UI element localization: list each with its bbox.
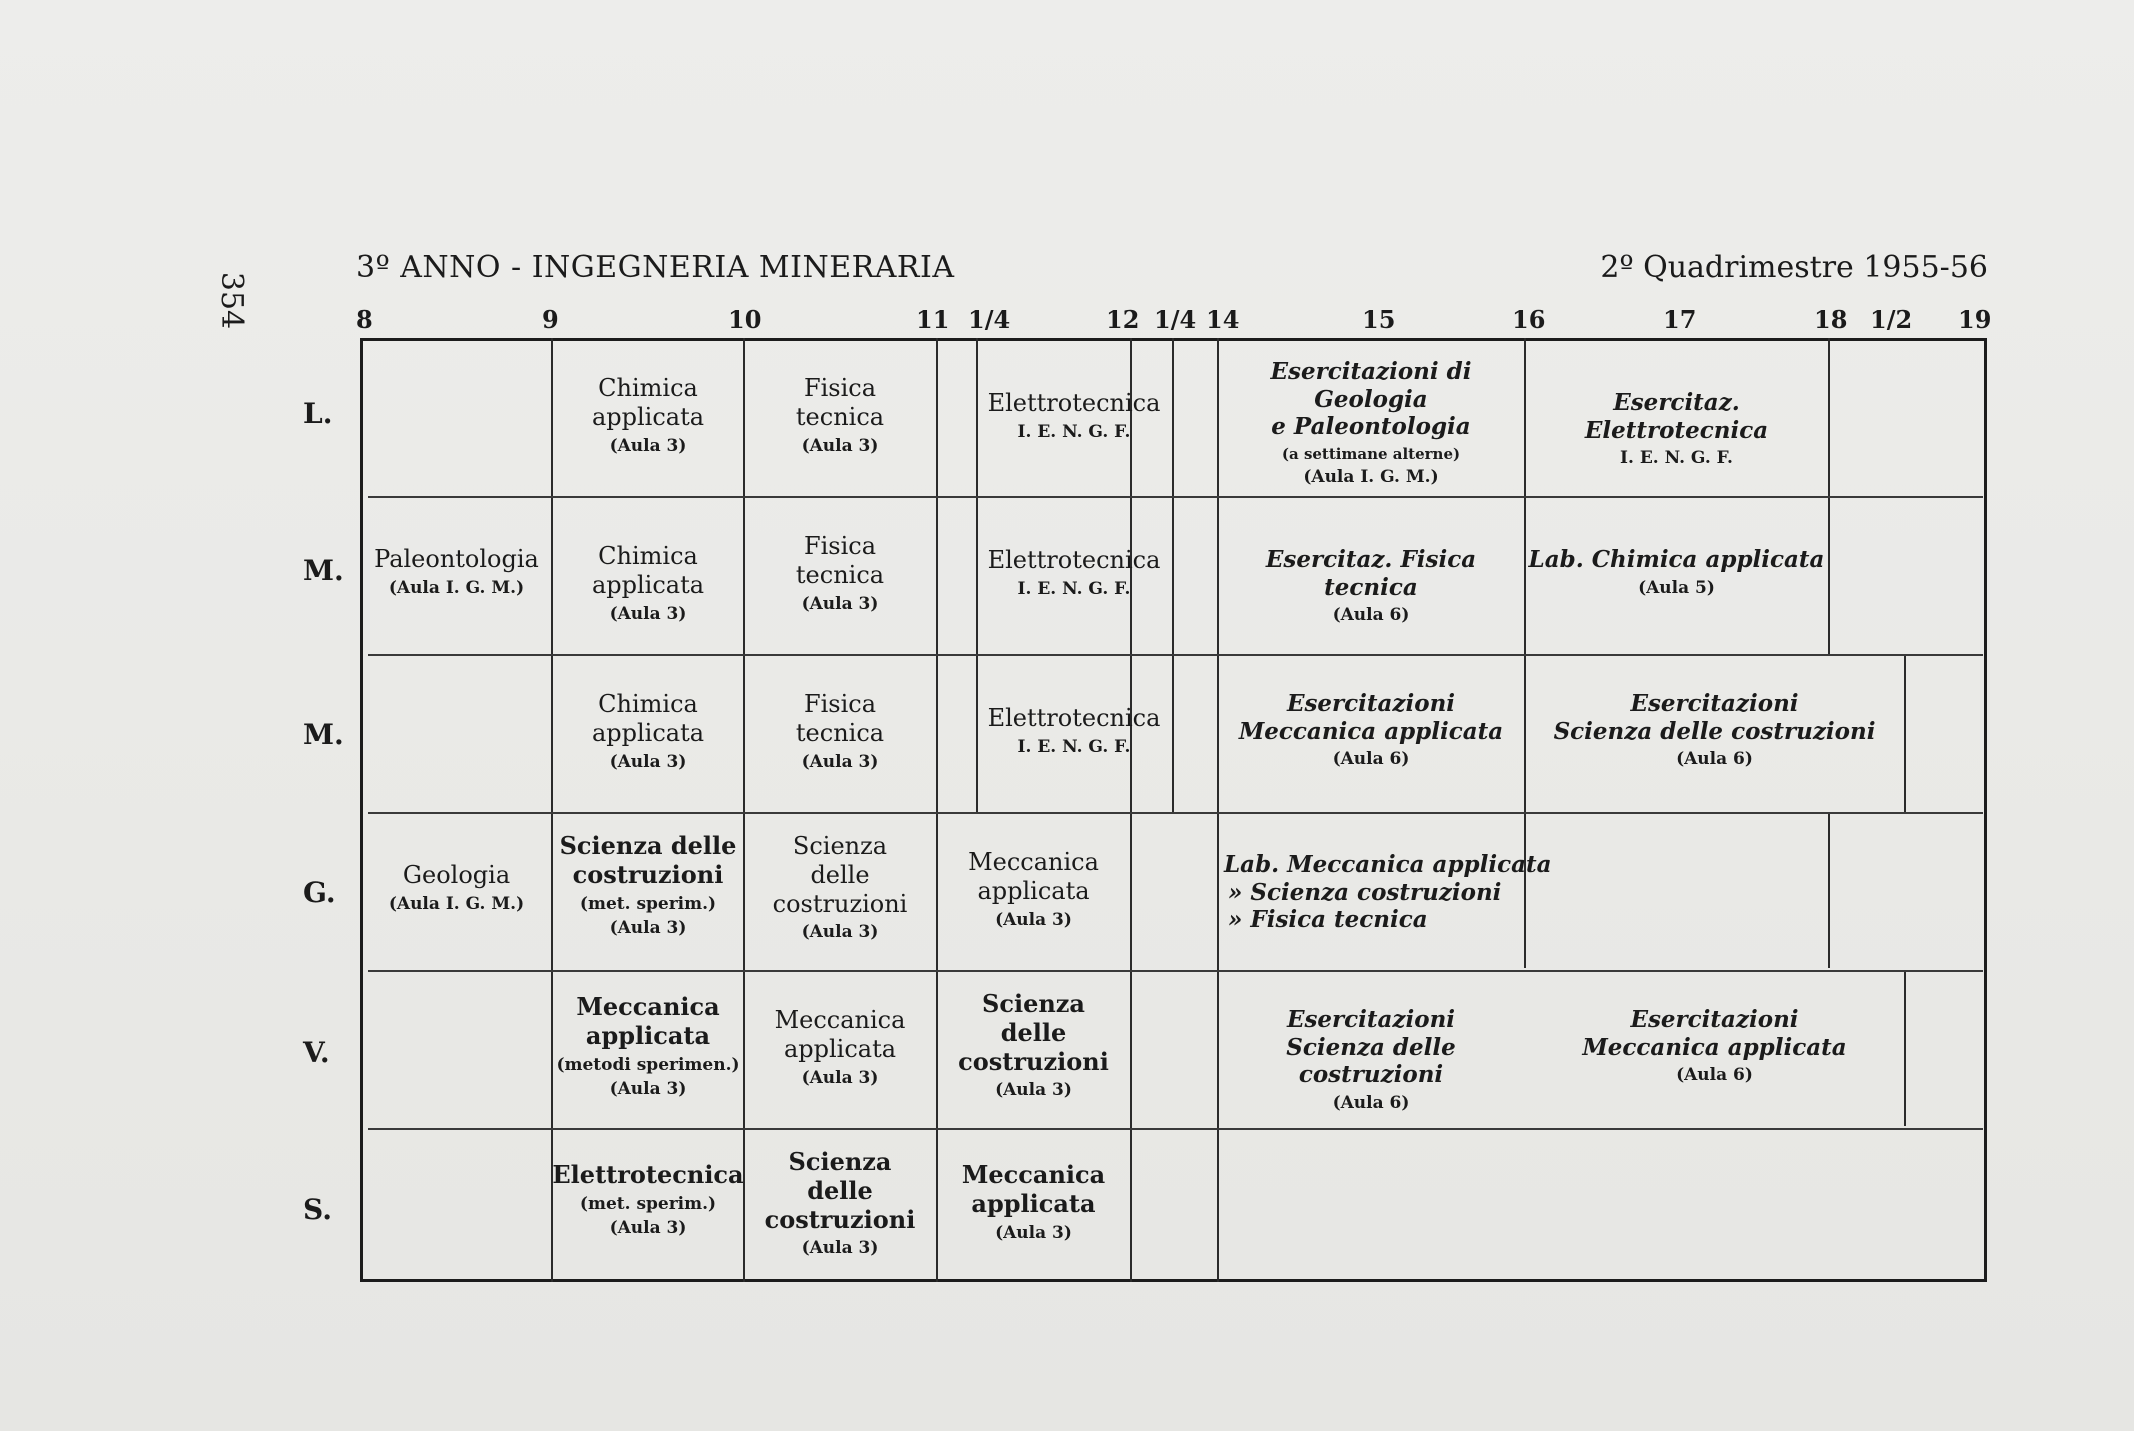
subject: Geologia	[402, 861, 511, 889]
page-title: 3º ANNO - INGEGNERIA MINERARIA	[356, 250, 955, 285]
subject: applicata	[783, 1034, 897, 1063]
room: (Aula I. G. M.)	[388, 577, 525, 598]
lesson-cell	[976, 704, 1172, 757]
room: (Aula 5)	[1638, 577, 1715, 598]
subject: applicata	[971, 1188, 1096, 1218]
day-label: L.	[303, 397, 333, 430]
lesson-cell	[1525, 690, 1904, 770]
subject: Meccanica	[968, 848, 1099, 876]
lesson-cell	[1218, 546, 1524, 626]
lesson-cell	[976, 546, 1172, 599]
room: (Aula 3)	[995, 909, 1072, 930]
lesson-cell	[744, 1148, 936, 1259]
grid-line	[368, 1128, 1983, 1130]
subject: Elettrotecnica	[987, 704, 1161, 732]
grid-line	[368, 496, 1983, 498]
lesson-cell	[1218, 690, 1524, 770]
subject: Elettrotecnica	[987, 546, 1161, 574]
grid-line	[936, 338, 938, 1282]
subject: Paleontologia	[374, 545, 539, 573]
lesson-cell	[937, 848, 1130, 930]
lesson-cell	[1218, 358, 1524, 487]
hour-label: 12	[1106, 305, 1140, 334]
page-number: 354	[214, 271, 250, 330]
note: (met. sperim.)	[579, 1193, 717, 1214]
hour-label: 1/2	[1870, 305, 1913, 334]
day-label: M.	[303, 554, 344, 587]
subject: Esercitazioni	[1286, 1006, 1456, 1033]
hour-label: 1/4	[968, 305, 1011, 334]
day-label: V.	[303, 1036, 330, 1069]
hour-label: 1/4	[1154, 305, 1197, 334]
lesson-cell	[552, 690, 744, 772]
period-label: 2º Quadrimestre 1955-56	[1600, 250, 1988, 285]
room: (Aula 3)	[995, 1080, 1072, 1101]
subject: tecnica	[795, 560, 885, 589]
hour-label: 8	[356, 305, 373, 334]
lesson-cell	[552, 542, 744, 624]
subject: delle	[1000, 1017, 1067, 1047]
subject: Scienza delle costruzioni	[1553, 717, 1876, 745]
room: (Aula 3)	[609, 917, 687, 938]
grid-line	[1130, 338, 1132, 1282]
room: (Aula 3)	[609, 751, 687, 772]
grid-line	[368, 654, 1983, 656]
lesson-cell	[362, 861, 551, 914]
room: (Aula 3)	[801, 435, 879, 456]
hour-label: 18	[1814, 305, 1848, 334]
hour-label: 15	[1362, 305, 1396, 334]
room: (Aula 6)	[1676, 1065, 1753, 1086]
room: (Aula 3)	[801, 1238, 879, 1259]
lesson-cell	[1525, 546, 1828, 598]
subject: applicata	[585, 1020, 711, 1050]
room: (Aula 3)	[801, 593, 879, 614]
subject: Elettrotecnica	[987, 389, 1161, 417]
subject: » Fisica tecnica	[1228, 906, 1428, 934]
subject: Esercitazioni	[1630, 690, 1799, 717]
lesson-cell	[552, 832, 744, 938]
room: (Aula 3)	[801, 751, 879, 772]
lesson-cell	[937, 990, 1130, 1101]
subject: applicata	[591, 402, 705, 431]
room: (Aula 6)	[1332, 749, 1410, 770]
grid-line	[368, 812, 1983, 814]
hour-label: 11	[916, 305, 950, 334]
subject: applicata	[977, 876, 1090, 905]
lesson-cell	[976, 389, 1172, 442]
subject: Lab. Chimica applicata	[1528, 546, 1825, 573]
hour-label: 14	[1206, 305, 1240, 334]
hour-label: 16	[1512, 305, 1546, 334]
subject: Scienza delle costruzioni	[1286, 1033, 1456, 1089]
day-label: G.	[303, 876, 336, 909]
hour-label: 19	[1958, 305, 1992, 334]
subject: Fisica	[803, 690, 877, 718]
subject: Meccanica applicata	[1582, 1033, 1847, 1061]
room: (Aula 6)	[1676, 749, 1753, 770]
hour-label: 17	[1663, 305, 1697, 334]
room: (Aula 3)	[609, 1218, 687, 1239]
subject: tecnica	[795, 402, 885, 431]
subject: tecnica	[795, 718, 885, 747]
grid-line	[551, 338, 553, 1282]
subject: Esercitazioni	[1286, 690, 1456, 717]
grid-line	[1172, 338, 1174, 813]
subject: Esercitazioni	[1630, 1006, 1799, 1033]
subject: costruzioni	[958, 1046, 1109, 1076]
subject: Fisica	[803, 532, 877, 560]
lesson-cell	[744, 532, 936, 614]
room: (Aula 3)	[609, 435, 687, 456]
room: (Aula I. G. M.)	[1303, 466, 1439, 487]
lesson-cell	[1218, 1006, 1524, 1113]
lesson-cell	[1525, 1006, 1904, 1086]
subject: Chimica	[598, 690, 698, 718]
lesson-cell	[937, 1161, 1130, 1243]
grid-line	[1904, 656, 1906, 812]
lesson-cell	[744, 1006, 936, 1088]
subject: Scienza	[788, 1147, 892, 1176]
subject: e Paleontologia	[1271, 413, 1471, 441]
subject: Scienza delle	[559, 831, 737, 860]
grid-line	[1904, 970, 1906, 1126]
subject: costruzioni	[572, 859, 724, 889]
subject: Elettrotecnica	[552, 1160, 744, 1189]
lesson-cell	[362, 545, 551, 598]
lesson-cell	[1224, 851, 1552, 934]
subject: costruzioni	[764, 1204, 916, 1234]
lesson-cell	[744, 690, 936, 772]
subject: Scienza	[792, 832, 888, 860]
subject: applicata	[591, 570, 705, 599]
day-label: M.	[303, 718, 344, 751]
lesson-cell	[744, 374, 936, 456]
room: (Aula 3)	[995, 1222, 1072, 1243]
subject: Lab. Meccanica applicata	[1224, 851, 1552, 878]
subject: Meccanica	[774, 1006, 906, 1034]
subject: Chimica	[598, 374, 698, 402]
room: (Aula 3)	[609, 1078, 687, 1099]
room: I. E. N. G. F.	[1017, 421, 1131, 442]
room: (Aula 3)	[801, 922, 879, 943]
note: (met. sperim.)	[579, 893, 717, 914]
room: (Aula 6)	[1332, 605, 1410, 626]
note: (metodi sperimen.)	[556, 1054, 740, 1075]
hour-label: 9	[542, 305, 559, 334]
lesson-cell	[552, 374, 744, 456]
room: I. E. N. G. F.	[1017, 578, 1131, 599]
subject: Meccanica applicata	[1238, 717, 1504, 745]
room: I. E. N. G. F.	[1017, 736, 1131, 757]
lesson-cell	[552, 1161, 744, 1239]
room: (Aula 6)	[1332, 1092, 1410, 1113]
subject: » Scienza costruzioni	[1228, 878, 1502, 906]
room: (Aula I. G. M.)	[388, 893, 525, 914]
room: (Aula 3)	[609, 603, 687, 624]
note: (a settimane alterne)	[1281, 444, 1461, 463]
lesson-cell	[744, 832, 936, 943]
subject: costruzioni	[772, 889, 908, 918]
subject: Chimica	[598, 542, 698, 570]
lesson-cell	[1525, 389, 1828, 469]
room: I. E. N. G. F.	[1620, 448, 1733, 469]
lesson-cell	[552, 993, 744, 1099]
subject: delle	[810, 860, 870, 889]
room: (Aula 3)	[801, 1067, 879, 1088]
hour-label: 10	[728, 305, 762, 334]
subject: delle	[807, 1175, 873, 1205]
subject: Esercitaz. Elettrotecnica	[1584, 389, 1769, 444]
subject: Meccanica	[961, 1160, 1106, 1189]
grid-line	[743, 338, 745, 1282]
subject: Esercitazioni di Geologia	[1270, 358, 1472, 413]
subject: Scienza	[982, 989, 1085, 1018]
subject: Esercitaz. Fisica tecnica	[1265, 546, 1477, 601]
grid-line	[368, 970, 1983, 972]
subject: applicata	[591, 718, 705, 747]
subject: Fisica	[803, 374, 877, 402]
subject: Meccanica	[576, 992, 720, 1021]
day-label: S.	[303, 1193, 332, 1226]
grid-line	[1828, 812, 1830, 968]
